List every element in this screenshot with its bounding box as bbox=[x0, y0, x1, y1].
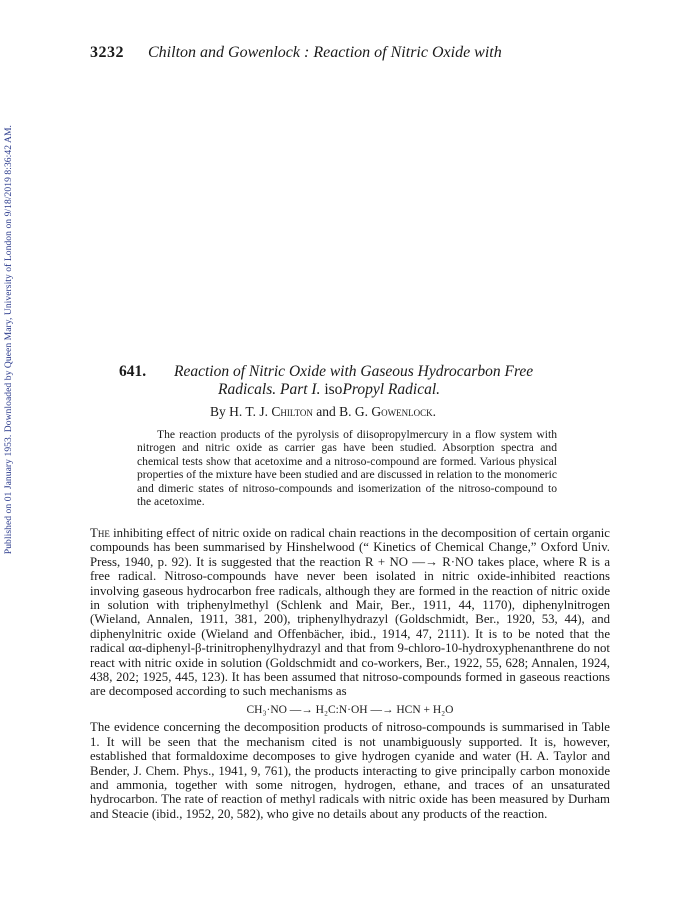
article-title-prefix: iso bbox=[324, 381, 343, 398]
paragraph-2: The evidence concerning the decomposition products of nitroso-compounds is summarised in Table 1. It will be seen that the mechanism cited is not unambiguously supported. It is, however, established that formaldoxime decomposes to give hydrogen cyanide and water (H. A. Taylor and Bender, J. Chem. Phys., 1941, 9, 761), the products interacting to give principally carbon monoxide and ammonia, together with some nitrogen, hydrogen, ethane, and traces of an unsaturated hydrocarbon. The rate of reaction of methyl radicals with nitric oxide has been measured by Durham and Steacie (ibid., 1952, 20, 582), who give no details about any products of the reaction. bbox=[90, 720, 610, 821]
author-2: B. G. Gowenlock. bbox=[339, 404, 437, 419]
equation: CH₃·NO —→ H₂C:N·OH —→ HCN + H₂O bbox=[246, 703, 454, 716]
byline bbox=[210, 404, 436, 420]
page-number: 3232 bbox=[90, 44, 124, 61]
running-title: Chilton and Gowenlock : Reaction of Nitric Oxide with bbox=[148, 44, 502, 61]
byline-and: and bbox=[316, 404, 336, 419]
byline-by: By bbox=[210, 404, 226, 419]
paragraph-1 bbox=[90, 526, 610, 699]
paragraph-1-lead: The bbox=[90, 526, 110, 540]
running-header bbox=[90, 44, 610, 62]
article-title-line1: Reaction of Nitric Oxide with Gaseous Hydrocarbon Free bbox=[174, 363, 534, 380]
article-title-part1: Radicals. Part I. bbox=[218, 381, 321, 398]
paragraph-1-text: inhibiting effect of nitric oxide on radical chain reactions in the decomposition of certain organic compounds has been summarised by Hinshelwood (“ Kinetics of Chemical Change,” Oxford Univ. Press, 1940, p. 92). It is suggested that the reaction R + NO —→ R·NO takes place, where R is a free radical. Nitroso-compounds have never been isolated in nitric oxide-inhibited reactions involving gaseous hydrocarbon free radicals, although they are formed in the reaction of nitric oxide in solution with triphenylmethyl (Schlenk and Mair, Ber., 1911, 44, 1170), diphenylnitrogen (Wieland, Annalen, 1911, 381, 200), triphenylhydrazyl (Goldschmidt, Ber., 1920, 53, 44), and diphenylnitric oxide (Wieland and Offenbächer, ibid., 1914, 47, 2111). It is to be noted that the radical αα-diphenyl-β-trinitrophenylhydrazyl and that from 9-chloro-10-hydroxyphenanthrene do not react with nitric oxide in solution (Goldschmidt and co-workers, Ber., 1922, 55, 628; Annalen, 1924, 438, 202; 1925, 445, 123). It has been assumed that nitroso-compounds formed in gaseous reactions are decomposed according to such mechanisms as bbox=[90, 526, 610, 699]
article-body bbox=[90, 526, 610, 821]
abstract: The reaction products of the pyrolysis of diisopropylmercury in a flow system with nitrogen and nitric oxide as carrier gas have been studied. Absorption spectra and chemical tests show that acetoxime and a nitroso-compound are formed. Various physical properties of the mixture have been studied and are discussed in relation to the monomeric and dimeric states of nitroso-compounds and isomerization of the nitroso-compound to the acetoxime. bbox=[137, 428, 557, 509]
download-notice bbox=[1, 95, 15, 585]
download-notice-text: Published on 01 January 1953. Downloaded by Queen Mary, University of London on 9/18/2019 8:36:42 AM. bbox=[2, 125, 14, 555]
article-number: 641. bbox=[119, 363, 147, 380]
article-title-part2: Propyl Radical. bbox=[342, 381, 441, 398]
author-1: H. T. J. Chilton bbox=[229, 404, 313, 419]
title-line-2 bbox=[218, 381, 440, 399]
